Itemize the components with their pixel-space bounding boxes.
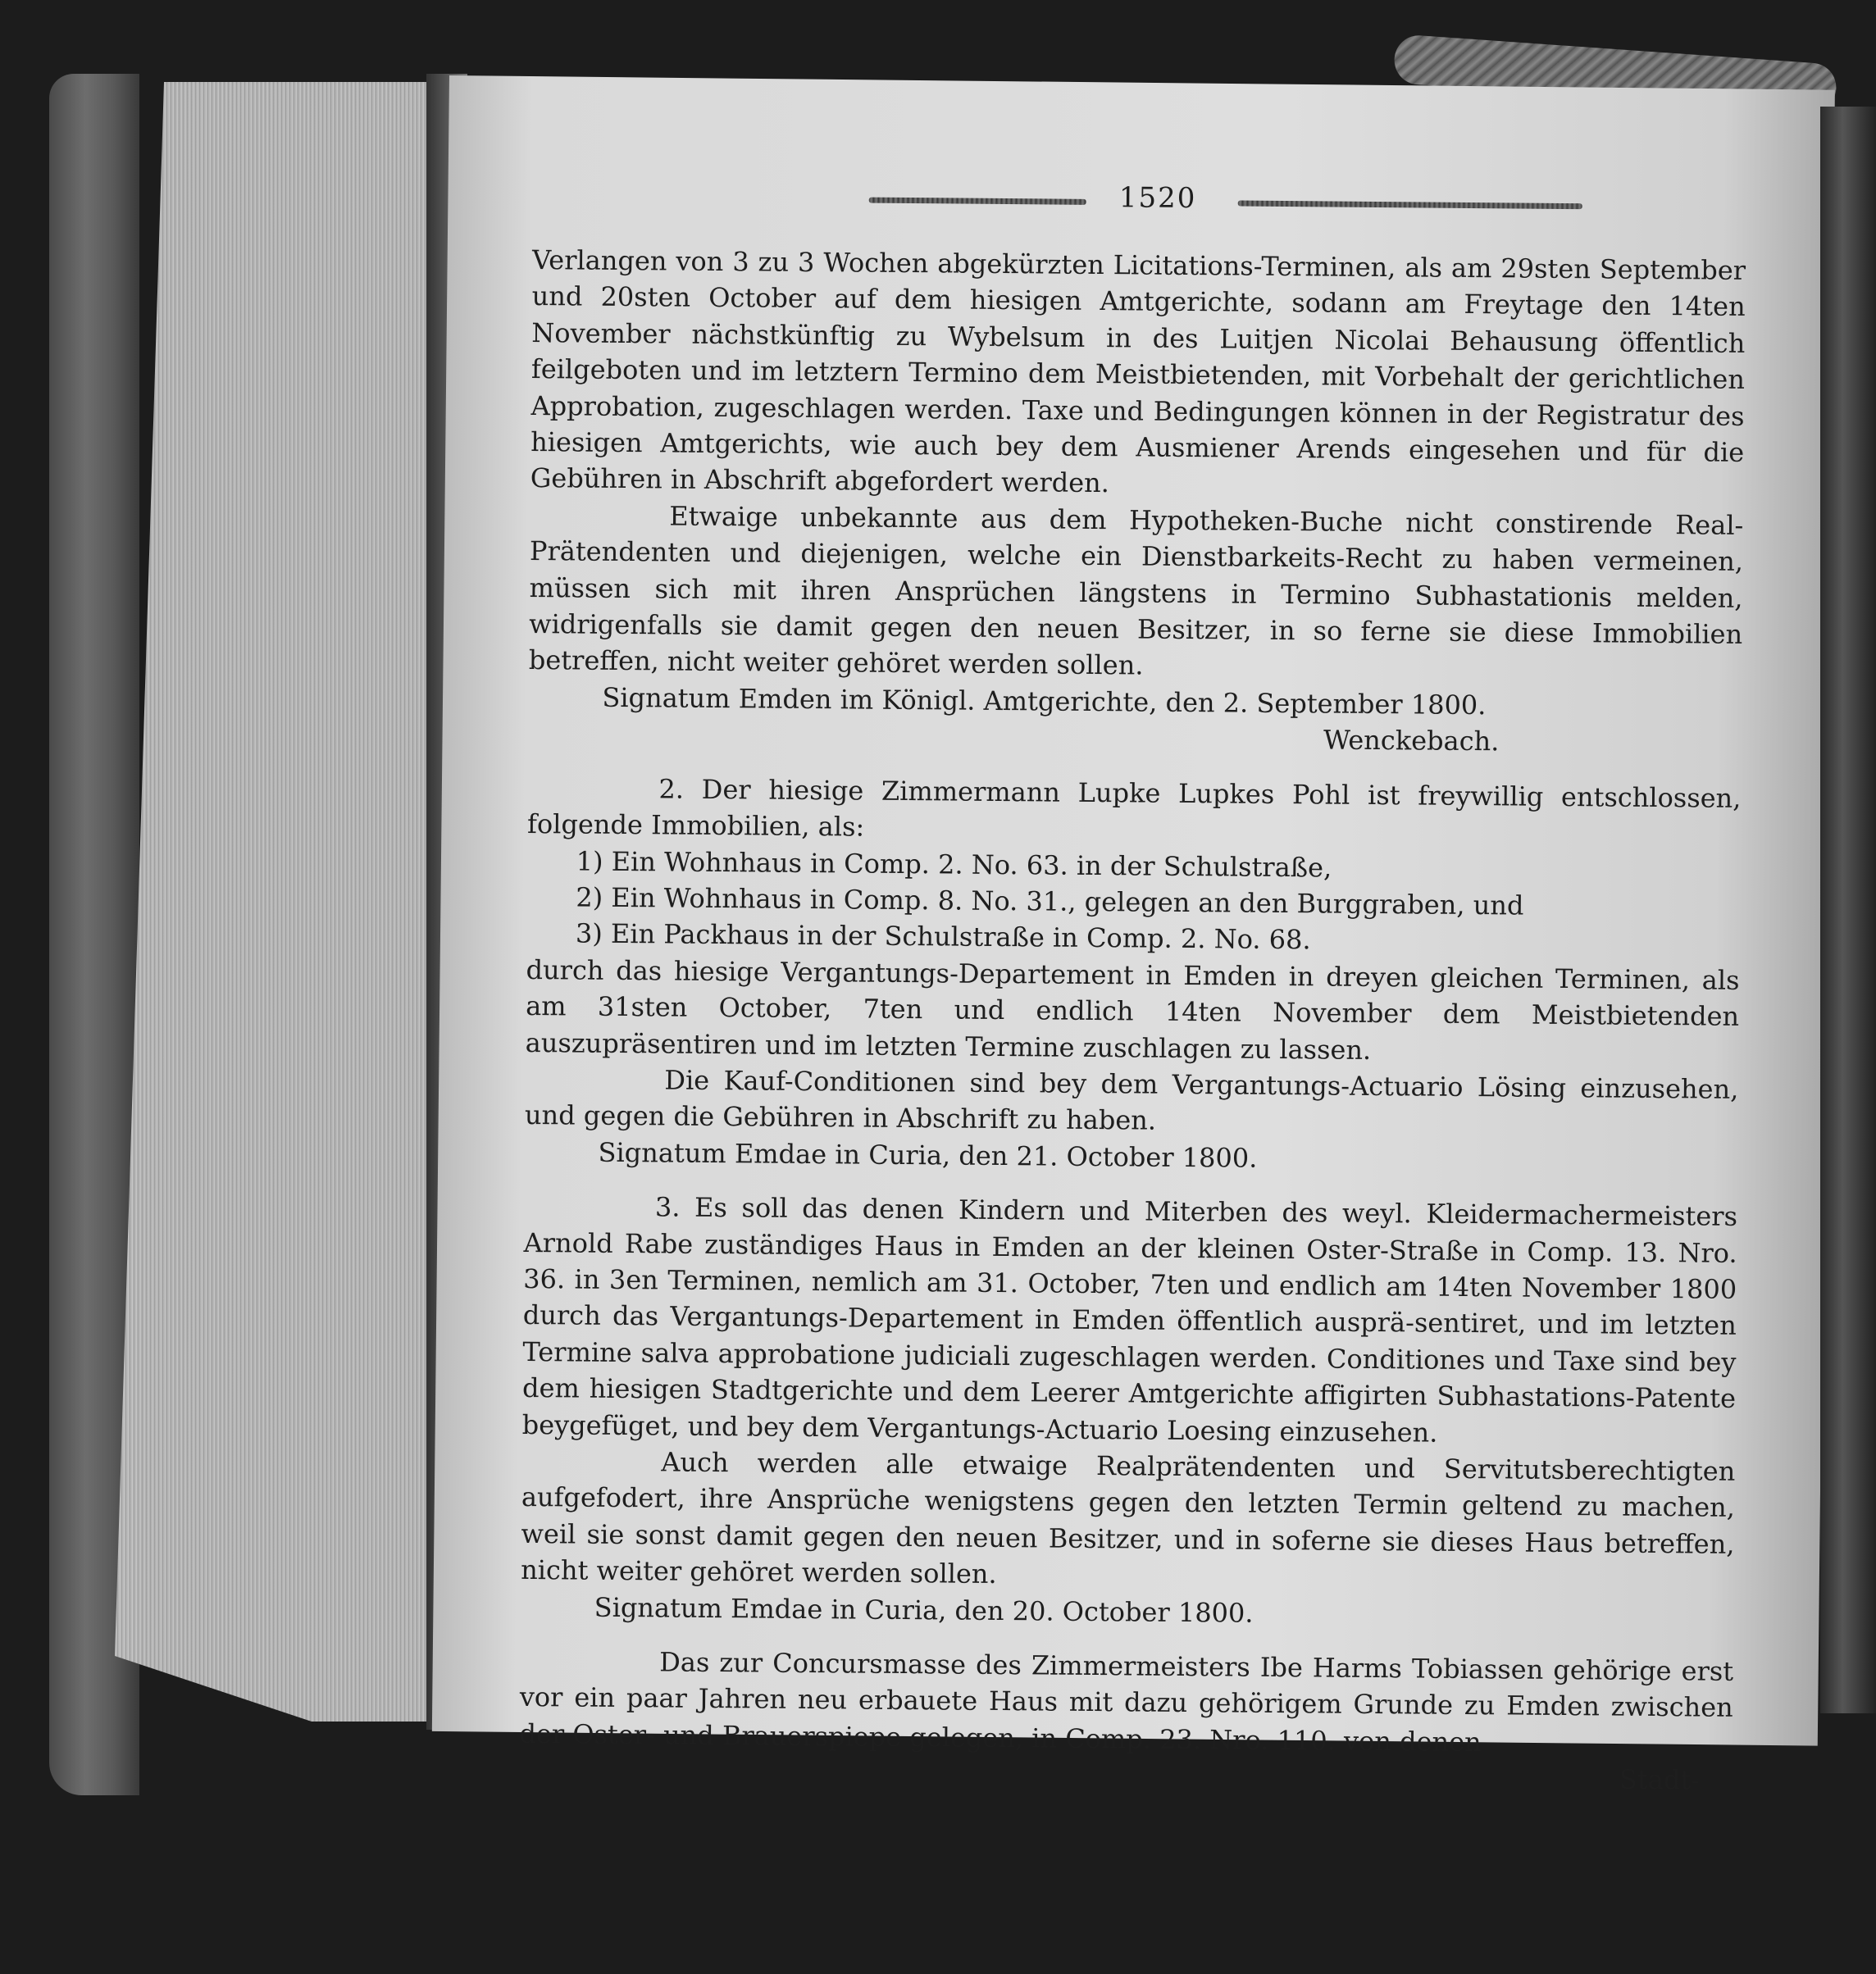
header-rule-left <box>869 198 1086 205</box>
signatory-name: Wenckebach. <box>1323 724 1500 757</box>
list-item-3: 3) Ein Packhaus in der Schulstraße in Comp. 2. No. 68. <box>575 917 1311 956</box>
paragraph-auction-terms: Verlangen von 3 zu 3 Wochen abgekürzten Licitations-Terminen, als am 29sten September und 20sten October auf dem hiesigen Amtgerichte, sodann am Freytage den 14ten November nächstkünftig zu Wybelsum in des Luitjen Nicolai Behausung öffentlich feilgeboten und im letztern Termino dem Meistbietenden, mit Vorbehalt der gerichtlichen Approbation, zugeschlagen werden. Taxe und Bedingungen können in der Registratur des hiesigen Amtgerichts, wie auch bey dem Ausmiener Arends eingesehen und für die Gebühren in Abschrift abgefordert werden. <box>530 243 1746 499</box>
signature-line-1: Signatum Emden im Königl. Amtgerichte, den 2. September 1800. <box>602 681 1487 721</box>
page-number: 1520 <box>1118 181 1197 216</box>
opposite-page-edge <box>1820 107 1876 1713</box>
paragraph-claimants-notice-2: Auch werden alle etwaige Realprätendenten und Servitutsberechtigten aufgefodert, ihre Ansprüche wenigstens gegen den letzten Termin geltend zu machen, weil sie sonst damit gegen den neuen Besitzer, und in soferne sie dieses Haus betreffen, nicht weiter gehöret werden sollen. <box>520 1446 1736 1590</box>
signature-line-2: Signatum Emdae in Curia, den 21. October 1800. <box>598 1136 1258 1174</box>
paragraph-conditions: Die Kauf-Conditionen sind bey dem Vergantungs-Actuario Lösing einzusehen, und gegen die Gebühren in Abschrift zu haben. <box>524 1064 1739 1137</box>
paragraph-concurs-notice: Das zur Concursmasse des Zimmermeisters Ibe Harms Tobiassen gehörige erst vor ein paar Jahren neu erbauete Haus mit dazu gehörigem Grunde zu Emden zwischen der Oster- und Brauerspiepe gelegen, in Comp. 23. Nro. 110. von denen <box>519 1646 1734 1758</box>
signature-line-3: Signatum Emdae in Curia, den 20. October 1800. <box>594 1591 1254 1629</box>
header-rule-right <box>1238 201 1582 210</box>
paragraph-auction-dates: durch das hiesige Vergantungs-Departement in Emden in dreyen gleichen Terminen, als am 31sten October, 7ten und endlich 14ten November dem Meistbietenden auszupräsentiren und im letzten Termine zuschlagen zu lassen. <box>525 953 1740 1066</box>
list-item-1: 1) Ein Wohnhaus in Comp. 2. No. 63. in der Schulstraße, <box>576 844 1332 884</box>
page-edges <box>115 82 443 1722</box>
catchword: Stadt- <box>1619 1763 1701 1796</box>
page-content <box>519 176 1746 1799</box>
paragraph-notice-3: 3. Es soll das denen Kindern und Miterben des weyl. Kleidermachermeisters Arnold Rabe zuständiges Haus in Emden an der kleinen Oster-Straße in Comp. 13. Nro. 36. in 3en Terminen, nemlich am 31. October, 7ten und endlich am 14ten November 1800 durch das Vergantungs-Departement in Emden öffentlich ausprä-sentiret, und im letzten Termine salva approbatione judiciali zugeschlagen werden. Conditiones und Taxe sind bey dem hiesigen Stadtgerichte und dem Leerer Amtgerichte affigirten Subhastations-Patente beygefüget, und bey dem Vergantungs-Actuario Loesing einzusehen. <box>521 1191 1738 1449</box>
list-item-2: 2) Ein Wohnhaus in Comp. 8. No. 31., gelegen an den Burggraben, und <box>576 881 1524 921</box>
paragraph-notice-2: 2. Der hiesige Zimmermann Lupke Lupkes Pohl ist freywillig entschlossen, folgende Immobilien, als: <box>526 773 1742 843</box>
paragraph-claimants-notice: Etwaige unbekannte aus dem Hypotheken-Buche nicht constirende Real-Prätendenten und diejenigen, welche ein Dienstbarkeits-Recht zu haben vermeinen, müssen sich mit ihren Ansprüchen längstens in Termino Subhastationis melden, widrigenfalls sie damit gegen den neuen Besitzer, in so ferne sie diese Immobilien betreffen, nicht weiter gehöret werden sollen. <box>528 500 1744 681</box>
